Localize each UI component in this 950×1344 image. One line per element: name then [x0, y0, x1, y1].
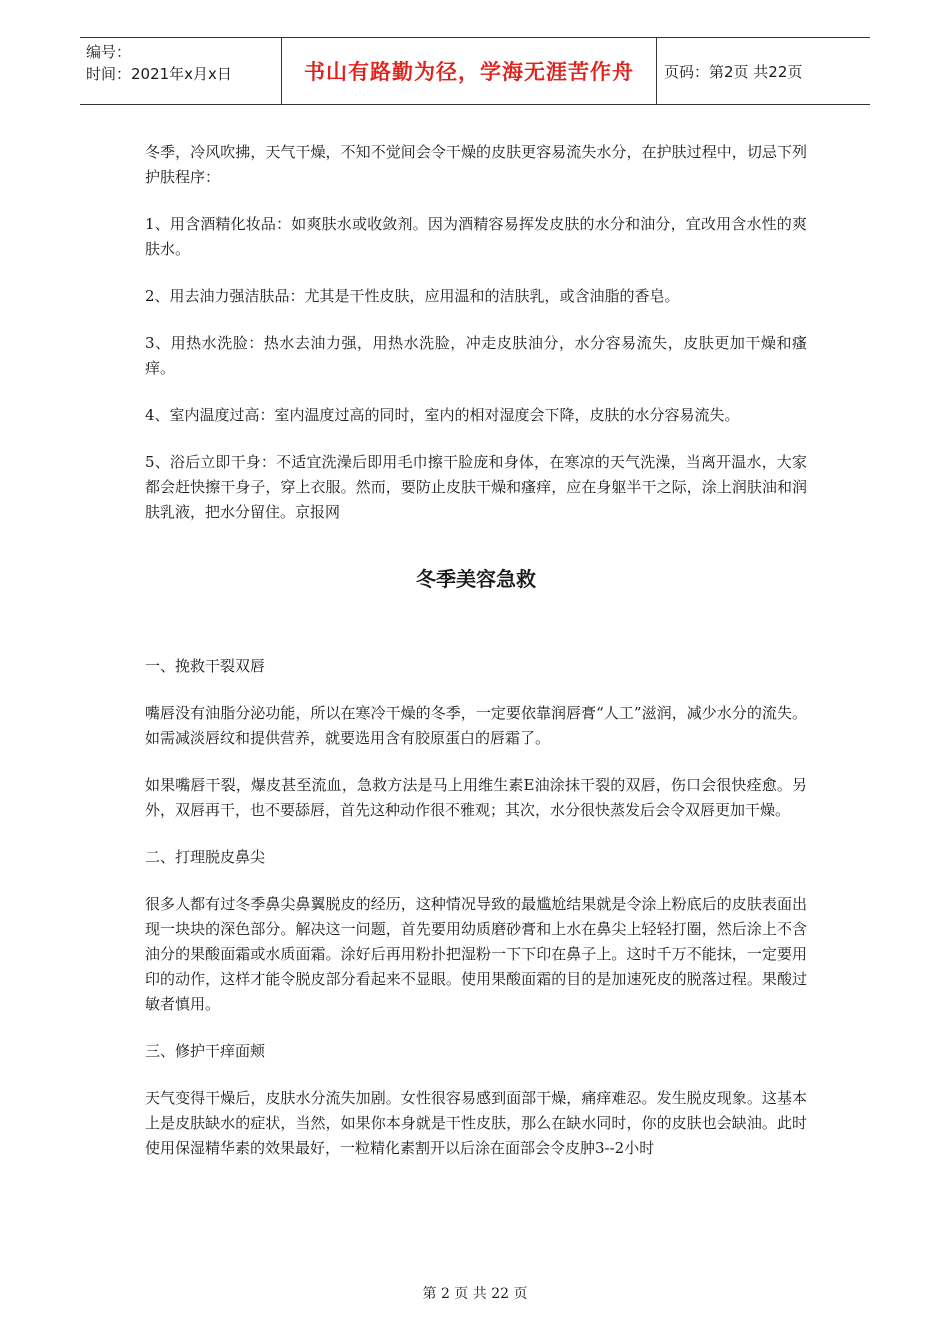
body-paragraph: 很多人都有过冬季鼻尖鼻翼脱皮的经历，这种情况导致的最尴尬结果就是令涂上粉底后的皮肤表面出现一块块的深色部分。解决这一问题，首先要用幼质磨砂膏和上水在鼻尖上轻轻打圈，然后涂上不含油分的果酸面霜或水质面霜。涂好后再用粉扑把湿粉一下下印在鼻子上。这时千万不能抹，一定要用印的动作，这样才能令脱皮部分看起来不显眼。使用果酸面霜的目的是加速死皮的脱落过程。果酸过敏者慎用。: [145, 895, 807, 1013]
section-title: 冬季美容急救: [416, 567, 536, 591]
document-number-label: 编号：: [86, 43, 132, 61]
subsection-heading: 二、打理脱皮鼻尖: [145, 848, 266, 866]
document-body: [145, 140, 807, 1183]
header-meta: [86, 41, 232, 85]
intro-paragraph: 冬季，冷风吹拂，天气干燥，不知不觉间会令干燥的皮肤更容易流失水分，在护肤过程中，切忌下列护肤程序：: [145, 143, 807, 186]
body-paragraph: 嘴唇没有油脂分泌功能，所以在寒冷干燥的冬季，一定要依靠润唇膏“人工”滋润，减少水分的流失。如需减淡唇纹和提供营养，就要选用含有胶原蛋白的唇霜了。: [145, 704, 807, 747]
list-item: 5、浴后立即干身：不适宜洗澡后即用毛巾擦干脸庞和身体，在寒凉的天气洗澡，当离开温水，大家都会赶快擦干身子，穿上衣服。然而，要防止皮肤干燥和瘙痒，应在身躯半干之际，涂上润肤油和润肤乳液，把水分留住。京报网: [145, 453, 807, 521]
list-item: 3、用热水洗脸：热水去油力强，用热水洗脸，冲走皮肤油分，水分容易流失，皮肤更加干燥和瘙痒。: [145, 334, 807, 377]
subsection-heading: 一、挽救干裂双唇: [145, 657, 266, 675]
document-date-label: 时间：2021年x月x日: [86, 65, 232, 83]
subsection-heading: 三、修护干痒面颊: [145, 1042, 266, 1060]
header-page-label: 页码：第2页 共22页: [664, 62, 803, 81]
header-motto: 书山有路勤为径，学海无涯苦作舟: [281, 38, 657, 104]
body-paragraph: 天气变得干燥后，皮肤水分流失加剧。女性很容易感到面部干燥，痛痒难忍。发生脱皮现象。这基本上是皮肤缺水的症状，当然，如果你本身就是干性皮肤，那么在缺水同时，你的皮肤也会缺油。此时使用保湿精华素的效果最好，一粒精化素割开以后涂在面部会令皮肿3--2小时: [145, 1089, 807, 1157]
page-footer: 第 2 页 共 22 页: [422, 1286, 528, 1302]
page-header: [80, 37, 870, 105]
list-item: 2、用去油力强洁肤品：尤其是干性皮肤，应用温和的洁肤乳，或含油脂的香皂。: [145, 287, 680, 305]
body-paragraph: 如果嘴唇干裂，爆皮甚至流血，急救方法是马上用维生素E油涂抹干裂的双唇，伤口会很快痊愈。另外，双唇再干，也不要舔唇，首先这种动作很不雅观；其次，水分很快蒸发后会令双唇更加干燥。: [145, 776, 807, 819]
list-item: 4、室内温度过高：室内温度过高的同时，室内的相对湿度会下降，皮肤的水分容易流失。: [145, 406, 740, 424]
list-item: 1、用含酒精化妆品：如爽肤水或收敛剂。因为酒精容易挥发皮肤的水分和油分，宜改用含水性的爽肤水。: [145, 215, 807, 258]
